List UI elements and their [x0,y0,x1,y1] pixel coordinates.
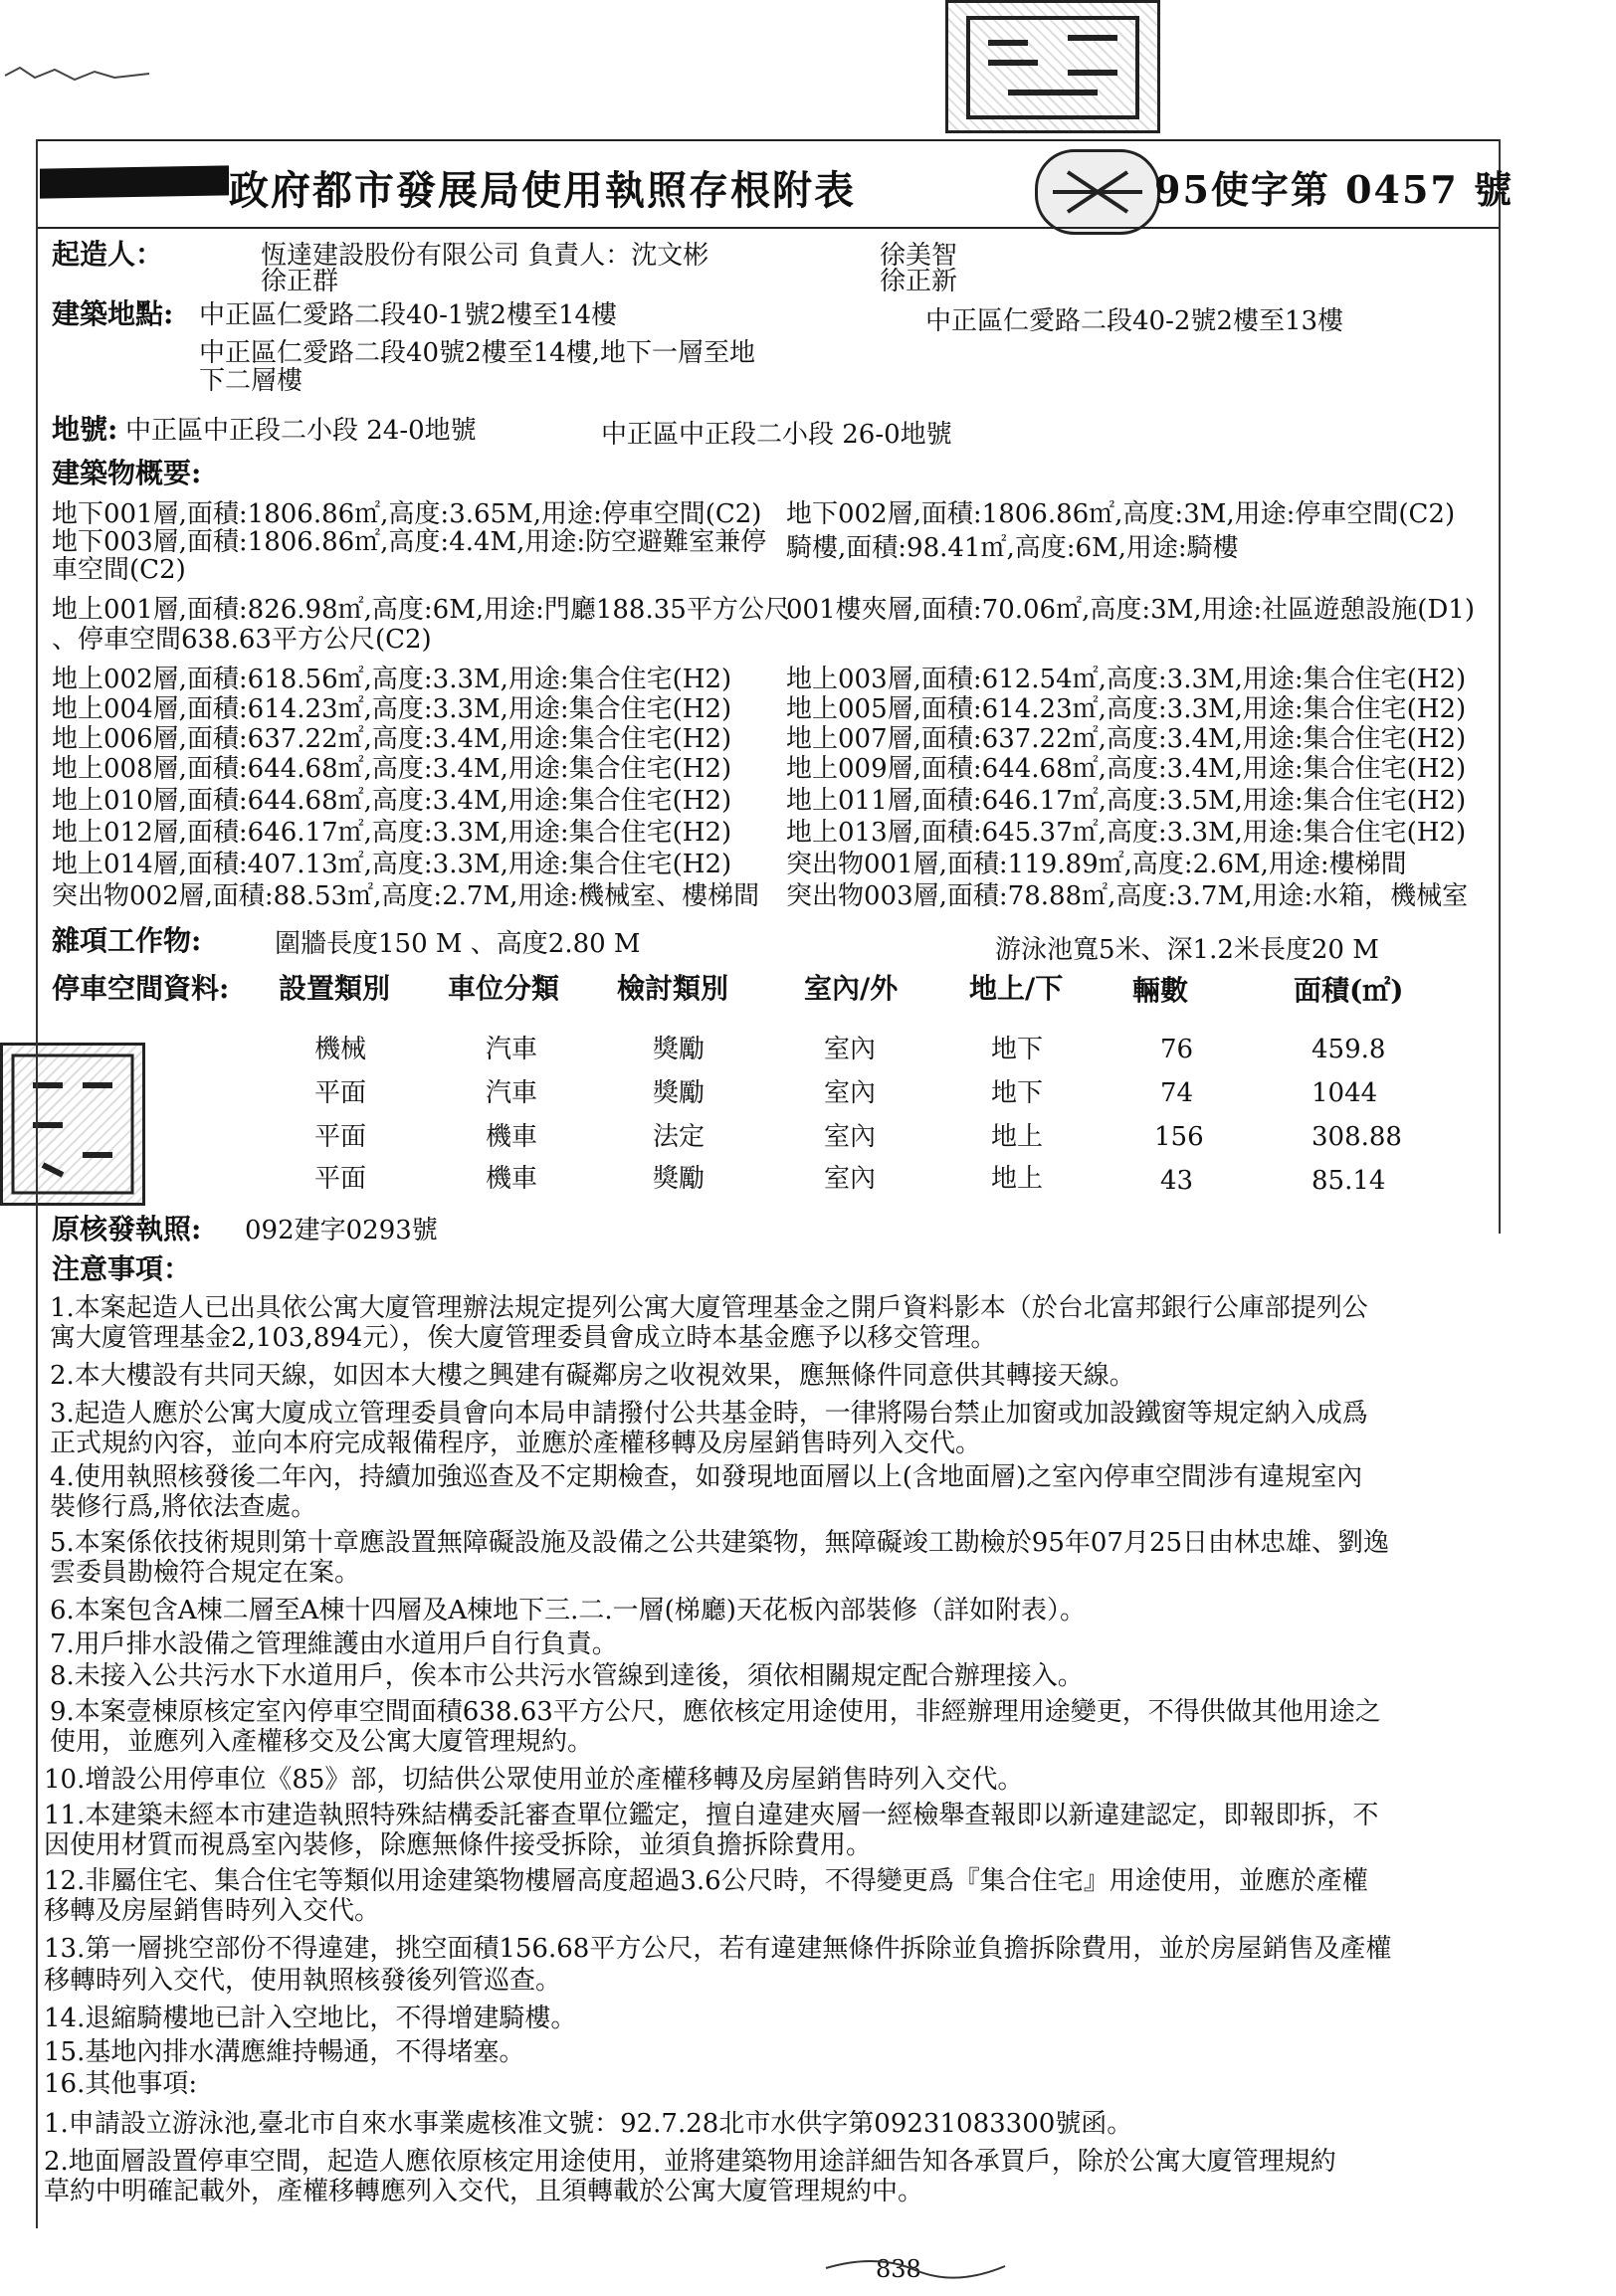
margin-seal-stamp [0,1043,145,1206]
lot-label: 地號: [52,413,118,446]
table-cell: 459.8 [1312,1035,1386,1064]
parking-header: 室內/外 [804,972,899,1005]
table-cell: 平面 [314,1078,367,1108]
table-cell: 平面 [314,1164,367,1194]
parking-header: 地上/下 [969,972,1064,1005]
lot-value: 中正區中正段二小段 26-0地號 [601,420,952,450]
note-line: 正式規約內容，並向本府完成報備程序，並應於產權移轉及房屋銷售時列入交代。 [50,1429,982,1458]
note-line: 移轉及房屋銷售時列入交代。 [44,1896,381,1926]
table-cell: 85.14 [1312,1166,1386,1196]
page-title: 政府都市發展局使用執照存根附表 [229,167,856,214]
table-cell: 獎勵 [653,1035,706,1064]
overview-row: 地上005層,面積:614.23㎡,高度:3.3M,用途:集合住宅(H2) [786,694,1467,724]
parking-header: 車位分類 [448,972,560,1005]
notes-label: 注意事項： [52,1252,192,1285]
location-line: 中正區仁愛路二段40-1號2樓至14樓 [199,300,618,330]
note-line: 9.本案壹棟原核定室內停車空間面積638.63平方公尺，應依核定用途使用，非經辦理用途變更，不得供做其他用途之 [50,1697,1381,1727]
table-cell: 1044 [1312,1078,1378,1108]
note-line: 13.第一層挑空部份不得違建，挑空面積156.68平方公尺，若有違建無條件拆除並負擔拆除費用，並於房屋銷售及產權 [44,1934,1392,1964]
applicant-label: 起造人： [52,238,164,271]
parking-header: 設置類別 [279,972,391,1005]
note-line: 2.本大樓設有共同天線，如因本大樓之興建有礙鄰房之收視效果，應無條件同意供其轉接天線。 [50,1361,1135,1391]
seal-overlay-stamp [1035,149,1160,235]
redaction-bar [40,165,229,198]
table-cell: 室內 [824,1164,877,1194]
frame-left-border [36,139,38,2228]
overview-row: 地上001層,面積:826.98㎡,高度:6M,用途:門廳188.35平方公尺 [52,595,790,625]
note-line: 1.本案起造人已出具依公寓大廈管理辦法規定提列公寓大廈管理基金之開戶資料影本（於台北富邦銀行公庫部提列公 [50,1293,1368,1323]
applicant-person: 徐正群 [261,267,339,296]
overview-row: 地上009層,面積:644.68㎡,高度:3.4M,用途:集合住宅(H2) [786,754,1467,784]
applicant-person: 徐美智 [880,241,958,271]
table-cell: 機械 [314,1035,367,1064]
overview-row: 突出物003層,面積:78.88㎡,高度:3.7M,用途:水箱，機械室 [786,881,1469,911]
overview-row: 001樓夾層,面積:70.06㎡,高度:3M,用途:社區遊憩設施(D1) [786,595,1475,625]
official-seal-stamp [945,0,1160,133]
original-license-label: 原核發執照: [52,1213,202,1245]
overview-row: 突出物001層,面積:119.89㎡,高度:2.6M,用途:樓梯間 [786,850,1407,879]
overview-row: 地上003層,面積:612.54㎡,高度:3.3M,用途:集合住宅(H2) [786,665,1467,694]
table-cell: 獎勵 [653,1164,706,1194]
table-cell: 74 [1160,1078,1194,1108]
table-cell: 獎勵 [653,1078,706,1108]
overview-row: 地上008層,面積:644.68㎡,高度:3.4M,用途:集合住宅(H2) [52,754,732,784]
overview-row: 地上002層,面積:618.56㎡,高度:3.3M,用途:集合住宅(H2) [52,665,732,694]
parking-header: 面積(㎡) [1294,974,1404,1007]
table-cell: 機車 [486,1164,538,1194]
frame-right-border [1499,139,1501,1234]
table-cell: 室內 [824,1122,877,1152]
table-cell: 室內 [824,1078,877,1108]
note-line: 寓大廈管理基金2,103,894元），俟大廈管理委員會成立時本基金應予以移交管理。 [50,1323,997,1353]
overview-row: 突出物002層,面積:88.53㎡,高度:2.7M,用途:機械室、樓梯間 [52,881,760,911]
footer-scribble [816,2248,1015,2288]
original-license-value: 092建字0293號 [245,1216,438,1245]
applicant-company: 恆達建設股份有限公司 負責人：沈文彬 [261,241,709,271]
note-line: 15.基地內排水溝應維持暢通，不得堵塞。 [44,2037,525,2067]
header-top-rule [36,139,1499,141]
table-cell: 地下 [991,1035,1044,1064]
note-line: 16.其他事項: [44,2069,198,2099]
note-line: 14.退縮騎樓地已計入空地比，不得增建騎樓。 [44,2004,577,2033]
note-line: 因使用材質而視爲室內裝修，除應無條件接受拆除，並須負擔拆除費用。 [44,1830,873,1860]
applicant-person: 徐正新 [880,267,958,296]
overview-row: 地上007層,面積:637.22㎡,高度:3.4M,用途:集合住宅(H2) [786,724,1467,754]
table-cell: 76 [1160,1035,1194,1064]
note-line: 12.非屬住宅、集合住宅等類似用途建築物樓層高度超過3.6公尺時，不得變更爲『集合住宅』用途使用，並應於產權 [44,1866,1368,1896]
note-line: 雲委員勘檢符合規定在案。 [50,1558,361,1588]
table-cell: 法定 [653,1122,706,1152]
note-line: 10.增設公用停車位《85》部，切結供公眾使用並於產權移轉及房屋銷售時列入交代。 [44,1765,1024,1795]
page-stamp-number: 838 [876,2255,921,2283]
table-cell: 地上 [991,1164,1044,1194]
note-line: 2.地面層設置停車空間，起造人應依原核定用途使用，並將建築物用途詳細告知各承買戶，除於公寓大廈管理規約 [44,2147,1336,2177]
misc-wall: 圍牆長度150 M 、高度2.80 M [275,929,641,959]
note-line: 移轉時列入交代，使用執照核發後列管巡查。 [44,1966,562,1996]
note-line: 裝修行爲,將依法查處。 [50,1492,317,1522]
header-bottom-rule [36,227,1499,229]
handwritten-scribble [0,58,159,88]
location-line: 中正區仁愛路二段40號2樓至14樓,地下一層至地 [199,338,755,368]
overview-row: 地上012層,面積:646.17㎡,高度:3.3M,用途:集合住宅(H2) [52,818,732,848]
note-line: 11.本建築未經本市建造執照特殊結構委託審查單位鑑定，擅自違建夾層一經檢舉查報即以新違建認定，即報即拆，不 [44,1801,1379,1830]
note-line: 3.起造人應於公寓大廈成立管理委員會向本局申請撥付公共基金時，一律將陽台禁止加窗或加設鐵窗等規定納入成爲 [50,1399,1368,1429]
table-cell: 汽車 [486,1035,538,1064]
note-line: 1.申請設立游泳池,臺北市自來水事業處核准文號：92.7.28北市水供字第09231083300號函。 [44,2109,1133,2139]
note-line: 8.未接入公共污水下水道用戶，俟本市公共污水管線到達後，須依相關規定配合辦理接入。 [50,1661,1084,1691]
overview-row: 地上010層,面積:644.68㎡,高度:3.4M,用途:集合住宅(H2) [52,786,732,816]
location-label: 建築地點: [52,297,174,330]
table-cell: 地下 [991,1078,1044,1108]
license-number: 95使字第 0457 號 [1154,167,1515,212]
note-line: 5.本案係依技術規則第十章應設置無障礙設施及設備之公共建築物，無障礙竣工勘檢於95年07月25日由林忠雄、劉逸 [50,1528,1390,1558]
overview-row: 地上013層,面積:645.37㎡,高度:3.3M,用途:集合住宅(H2) [786,818,1467,848]
misc-pool: 游泳池寬5米、深1.2米長度20 M [995,935,1379,965]
table-cell: 平面 [314,1122,367,1152]
table-cell: 機車 [486,1122,538,1152]
table-cell: 156 [1154,1122,1204,1152]
parking-label: 停車空間資料: [52,972,230,1005]
note-line: 使用，並應列入產權移交及公寓大廈管理規約。 [50,1727,594,1757]
table-cell: 室內 [824,1035,877,1064]
location-line: 下二層樓 [199,366,303,396]
overview-row: 車空間(C2) [52,555,186,585]
lot-value: 中正區中正段二小段 24-0地號 [125,416,477,446]
note-line: 7.用戶排水設備之管理維護由水道用戶自行負責。 [50,1629,618,1659]
table-cell: 地上 [991,1122,1044,1152]
parking-header: 輛數 [1132,974,1189,1007]
overview-row: 地下001層,面積:1806.86㎡,高度:3.65M,用途:停車空間(C2) [52,499,762,529]
location-line: 中正區仁愛路二段40-2號2樓至13樓 [925,306,1344,336]
overview-row: 、停車空間638.63平方公尺(C2) [52,625,432,655]
overview-row: 地上006層,面積:637.22㎡,高度:3.4M,用途:集合住宅(H2) [52,724,732,754]
table-cell: 汽車 [486,1078,538,1108]
overview-row: 地下002層,面積:1806.86㎡,高度:3M,用途:停車空間(C2) [786,499,1456,529]
overview-row: 地上011層,面積:646.17㎡,高度:3.5M,用途:集合住宅(H2) [786,786,1467,816]
table-cell: 308.88 [1312,1122,1402,1152]
overview-label: 建築物概要: [52,457,202,489]
note-line: 6.本案包含A棟二層至A棟十四層及A棟地下三.二.一層(梯廳)天花板內部裝修（詳如附表）。 [50,1596,1086,1626]
note-line: 4.使用執照核發後二年內，持續加強巡查及不定期檢查，如發現地面層以上(含地面層)之室內停車空間涉有違規室內 [50,1462,1363,1492]
misc-label: 雜項工作物: [52,924,202,957]
note-line: 草約中明確記載外，產權移轉應列入交代，且須轉載於公寓大廈管理規約中。 [44,2177,924,2206]
overview-row: 地上004層,面積:614.23㎡,高度:3.3M,用途:集合住宅(H2) [52,694,732,724]
overview-row: 騎樓,面積:98.41㎡,高度:6M,用途:騎樓 [786,533,1239,563]
table-cell: 43 [1160,1166,1194,1196]
overview-row: 地上014層,面積:407.13㎡,高度:3.3M,用途:集合住宅(H2) [52,850,732,879]
overview-row: 地下003層,面積:1806.86㎡,高度:4.4M,用途:防空避難室兼停 [52,527,767,557]
parking-header: 檢討類別 [617,972,729,1005]
